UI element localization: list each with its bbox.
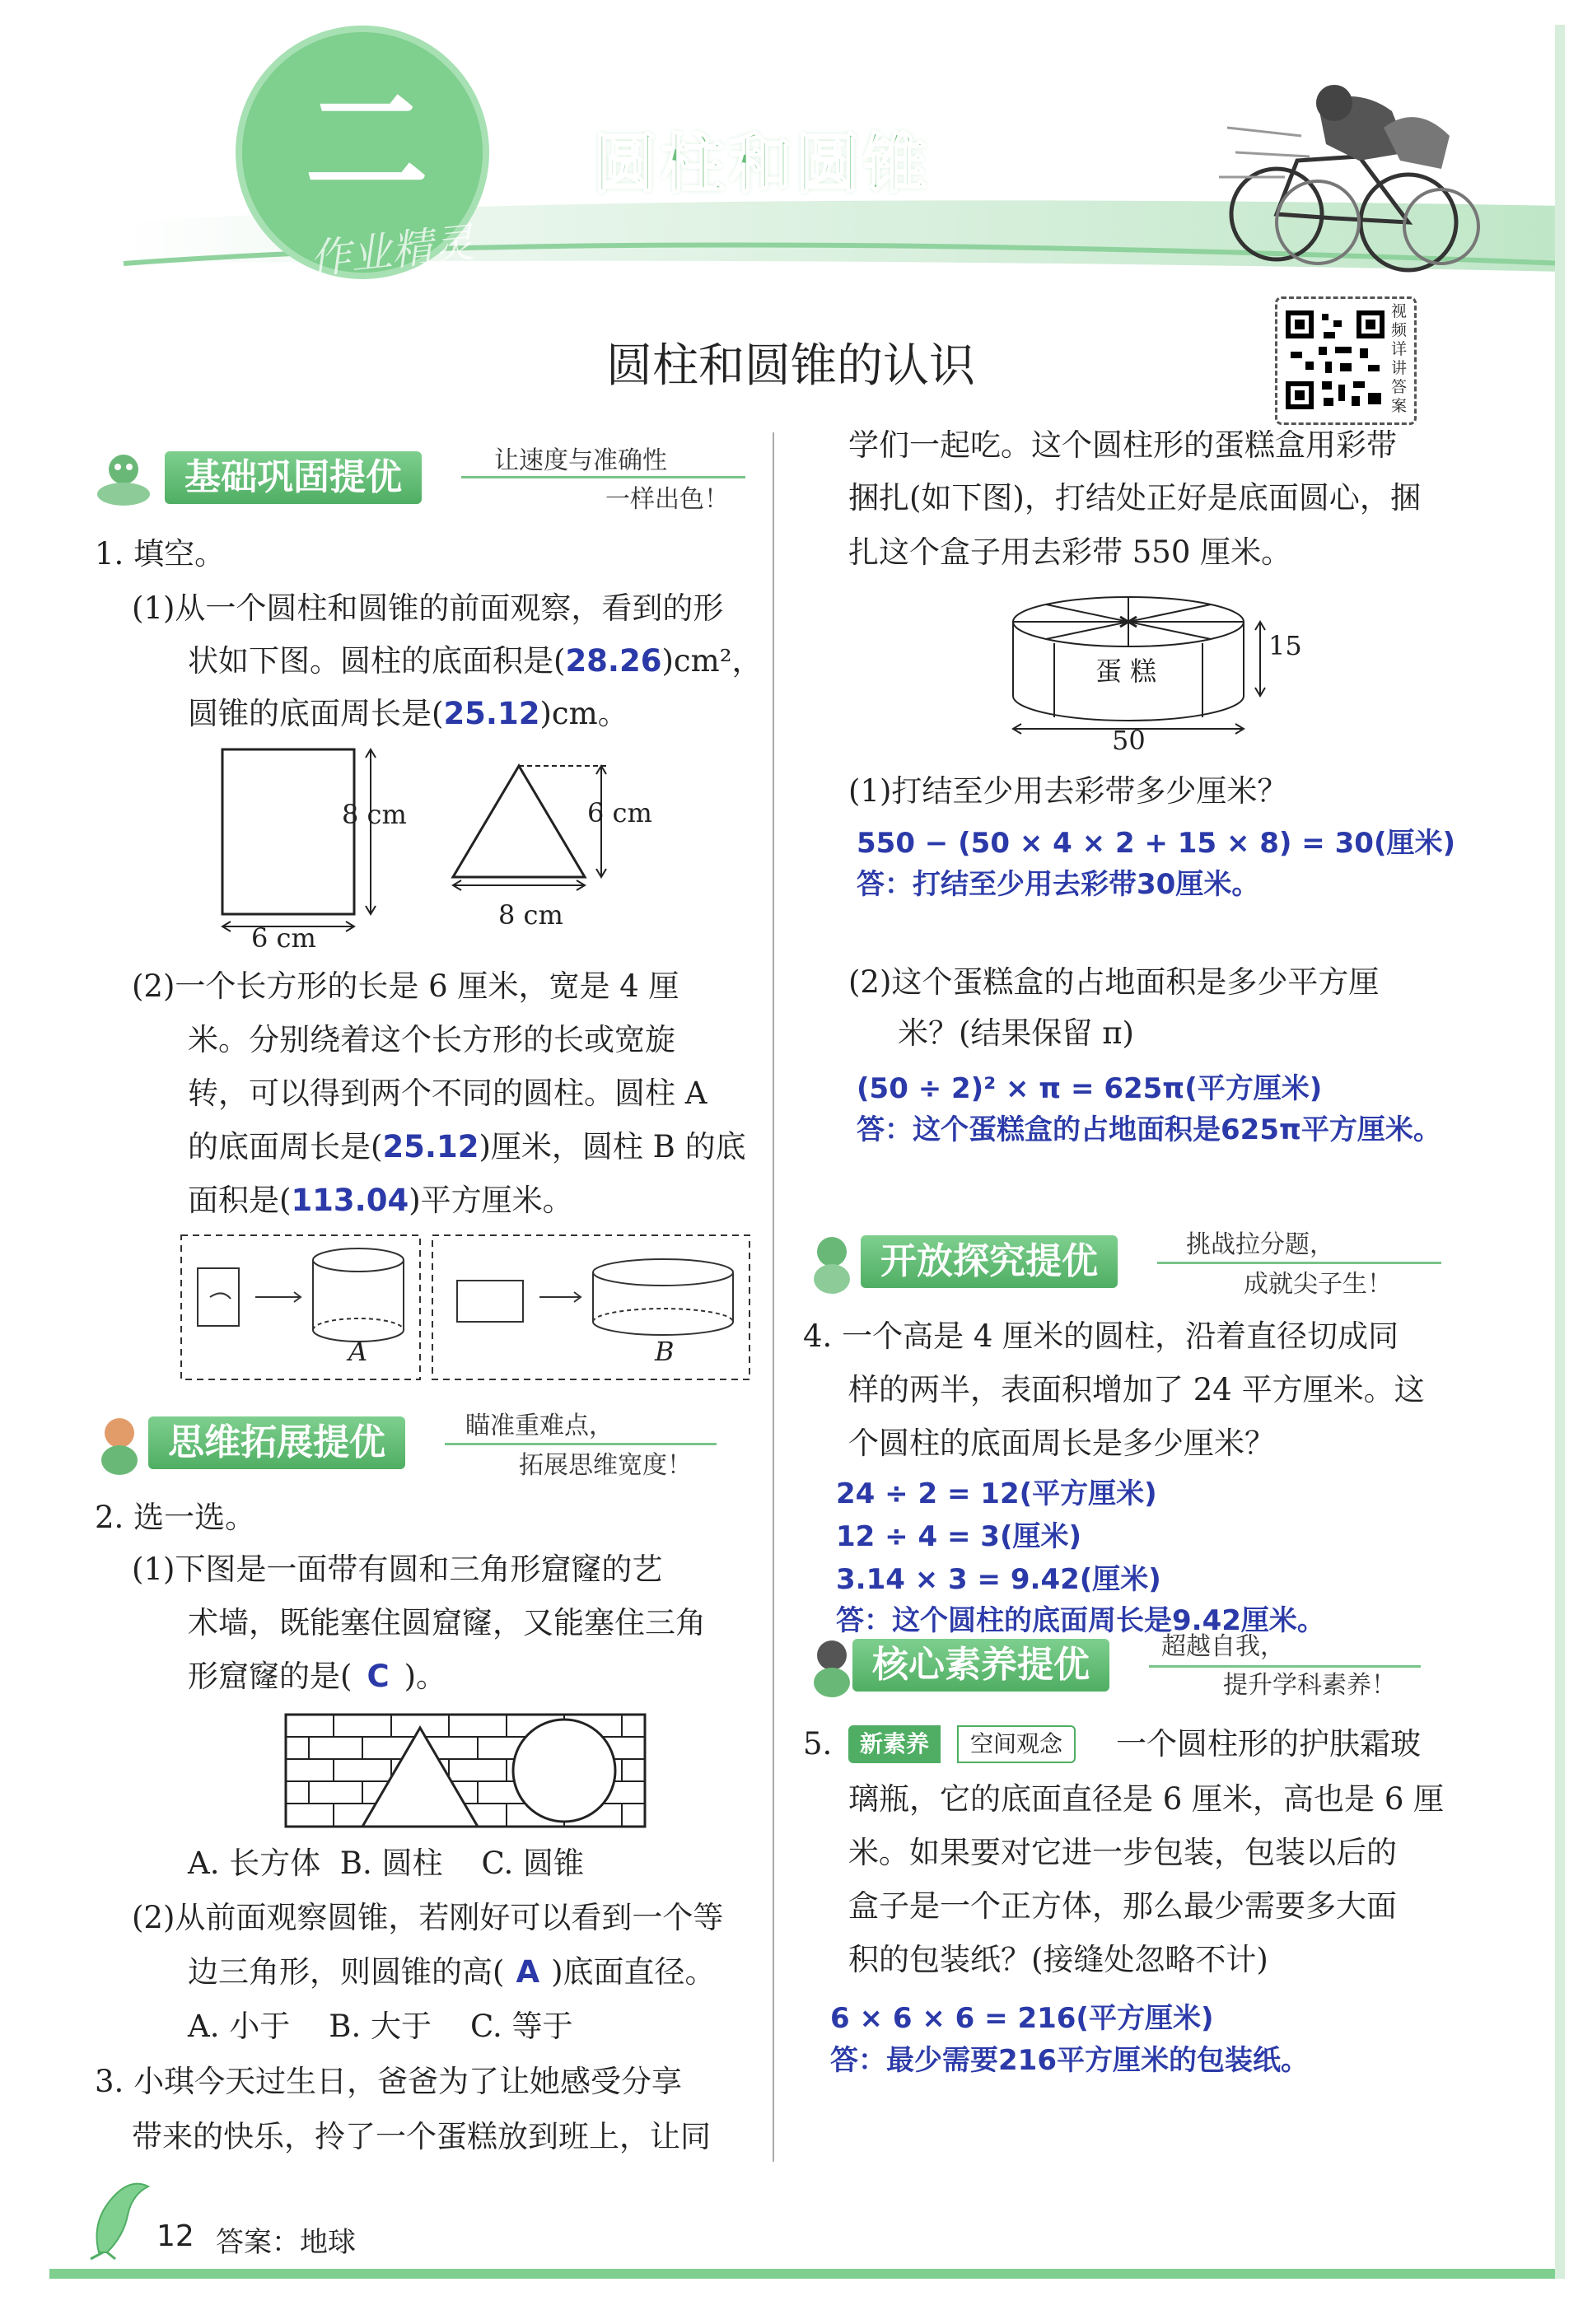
q1-part2-line1: (2)一个长方形的长是 6 厘米，宽是 4 厘: [132, 968, 679, 1004]
cyclist-illustration: [1219, 78, 1483, 284]
q3-sub2-answer-2: 答：这个蛋糕盒的占地面积是625π平方厘米。: [857, 1113, 1441, 1146]
brick-wall-figure: [284, 1713, 647, 1828]
bar-thinking-slogan-1: 瞄准重难点，: [465, 1412, 614, 1440]
bar-thinking-label: 思维拓展提优: [148, 1416, 405, 1469]
bar-open-label: 开放探究提优: [861, 1235, 1118, 1288]
q5-tag-space: 空间观念: [957, 1725, 1076, 1763]
bar-basic-slogan-2: 一样出色！: [605, 485, 729, 514]
q1-answer-cylA-circumference: 25.12: [382, 1129, 479, 1164]
mascot-icon: [86, 1412, 152, 1478]
fig-rect-width: 6 cm: [251, 922, 316, 954]
q4-answer-4: 答：这个圆柱的底面周长是9.42厘米。: [836, 1604, 1325, 1637]
page-number: 12: [156, 2219, 194, 2253]
q4-answer-2: 12 ÷ 4 = 3(厘米): [836, 1520, 1082, 1553]
q5-line2: 璃瓶，它的底面直径是 6 厘米，高也是 6 厘: [848, 1781, 1445, 1817]
q5-line3: 米。如果要对它进一步包装，包装以后的: [848, 1835, 1397, 1870]
q3-line3: 学们一起吃。这个圆柱形的蛋糕盒用彩带: [848, 427, 1397, 463]
q1-answer-cylB-area: 113.04: [291, 1183, 409, 1218]
q2-heading: 2. 选一选。: [95, 1500, 256, 1535]
fig-tri-height: 6 cm: [587, 797, 652, 828]
qr-code-pattern: [1286, 310, 1385, 409]
q1-part1-line1: (1)从一个圆柱和圆锥的前面观察，看到的形: [132, 590, 724, 626]
cake-diameter: 50: [1112, 725, 1146, 756]
bar-core-slogan-1: 超越自我，: [1161, 1632, 1285, 1661]
qr-caption: 视频详讲答案: [1391, 302, 1408, 415]
qr-code[interactable]: [1275, 296, 1417, 425]
cylinder-front-rect: [222, 749, 354, 914]
bar-open-slogan-2: 成就尖子生！: [1244, 1270, 1392, 1299]
bar-core-label: 核心素养提优: [852, 1639, 1109, 1692]
fig-label-B: B: [655, 1336, 675, 1367]
q1-part2-line3: 转，可以得到两个不同的圆柱。圆柱 A: [188, 1076, 707, 1111]
q4-line3: 个圆柱的底面周长是多少厘米？: [848, 1426, 1275, 1461]
chapter-title: 圆柱和圆锥: [593, 128, 932, 202]
q2-part1-line1: (1)下图是一面带有圆和三角形窟窿的艺: [132, 1552, 663, 1587]
q3-sub1-answer-1: 550 − (50 × 4 × 2 + 15 × 8) = 30(厘米): [857, 827, 1456, 860]
q4-line1: 4. 一个高是 4 厘米的圆柱，沿着直径切成同: [803, 1318, 1399, 1354]
q1-part2-line2: 米。分别绕着这个长方形的长或宽旋: [188, 1022, 675, 1057]
bar-thinking-slogan-2: 拓展思维宽度！: [519, 1451, 692, 1480]
q3-sub2-question-2: 米？(结果保留 π): [898, 1015, 1134, 1051]
q5-tag-new: 新素养: [848, 1725, 941, 1763]
column-divider: [773, 432, 774, 2162]
q2-part1-line2: 术墙，既能塞住圆窟窿，又能塞住三角: [188, 1605, 706, 1640]
q5-line1: 一个圆柱形的护肤霜玻: [1116, 1726, 1421, 1762]
q3-line5: 扎这个盒子用去彩带 550 厘米。: [848, 534, 1292, 570]
dolphin-icon: [82, 2170, 156, 2261]
q3-line1: 3. 小琪今天过生日，爸爸为了让她感受分享: [95, 2064, 683, 2099]
q5-line4: 盒子是一个正方体，那么最少需要多大面: [848, 1888, 1397, 1924]
bar-basic-label: 基础巩固提优: [165, 451, 422, 504]
q5-line5: 积的包装纸？(接缝处忽略不计): [848, 1942, 1268, 1977]
footer-label: 答案：地球: [216, 2226, 356, 2259]
q5-answer-2: 答：最少需要216平方厘米的包装纸。: [830, 2044, 1309, 2077]
q3-line2: 带来的快乐，拎了一个蛋糕放到班上，让同: [132, 2119, 711, 2154]
q3-sub1-question: (1)打结至少用去彩带多少厘米？: [848, 773, 1288, 809]
q5-answer-1: 6 × 6 × 6 = 216(平方厘米): [830, 2002, 1214, 2035]
fig-tri-width: 8 cm: [498, 899, 563, 931]
q3-line4: 捆扎(如下图)，打结处正好是底面圆心，捆: [848, 480, 1421, 516]
bar-core-slogan-2: 提升学科素养！: [1223, 1671, 1396, 1700]
q1-answer-circumference: 25.12: [443, 696, 540, 731]
q2-answer-1: C: [367, 1659, 390, 1694]
fig-label-A: A: [348, 1336, 368, 1367]
q2-answer-2: A: [516, 1954, 540, 1990]
mascot-icon: [799, 1231, 865, 1297]
section-title: 圆柱和圆锥的认识: [606, 339, 975, 393]
q1-part1-line3: 圆锥的底面周长是(25.12)cm。: [188, 696, 628, 731]
q3-sub2-question-1: (2)这个蛋糕盒的占地面积是多少平方厘: [848, 964, 1380, 1000]
footer-band: [49, 2269, 1565, 2279]
q2-part1-options: A. 长方体 B. 圆柱 C. 圆锥: [188, 1846, 585, 1881]
q3-sub2-answer-1: (50 ÷ 2)² × π = 625π(平方厘米): [857, 1072, 1323, 1105]
cake-height: 15: [1268, 630, 1302, 661]
q4-line2: 样的两半，表面积增加了 24 平方厘米。这: [848, 1372, 1425, 1407]
q2-part1-line3: 形窟窿的是( C )。: [188, 1659, 447, 1694]
cake-label: 蛋糕: [1095, 656, 1165, 687]
q2-part2-line1: (2)从前面观察圆锥，若刚好可以看到一个等: [132, 1900, 724, 1935]
q3-sub1-answer-2: 答：打结至少用去彩带30厘米。: [857, 868, 1260, 901]
bar-basic-slogan-1: 让速度与准确性: [494, 446, 667, 475]
q5-number: 5.: [803, 1726, 833, 1762]
q1-answer-base-area: 28.26: [565, 643, 662, 679]
fig-rect-height: 8 cm: [342, 799, 407, 830]
chapter-number: 二: [304, 72, 428, 216]
bar-open-slogan-1: 挑战拉分题，: [1186, 1230, 1334, 1259]
q1-heading: 1. 填空。: [95, 536, 226, 572]
cone-front-triangle: [453, 766, 585, 877]
mascot-icon: [86, 449, 161, 511]
q2-part2-line2: 边三角形，则圆锥的高( A )底面直径。: [188, 1954, 716, 1990]
chapter-watermark: 作业精灵: [306, 218, 476, 284]
q1-part2-line4: 的底面周长是(25.12)厘米，圆柱 B 的底: [188, 1129, 746, 1164]
circle-hole: [513, 1720, 615, 1822]
q2-part2-options: A. 小于 B. 大于 C. 等于: [188, 2009, 573, 2044]
q4-answer-1: 24 ÷ 2 = 12(平方厘米): [836, 1477, 1157, 1510]
q4-answer-3: 3.14 × 3 = 9.42(厘米): [836, 1563, 1161, 1596]
q1-part1-line2: 状如下图。圆柱的底面积是(28.26)cm²，: [188, 643, 763, 679]
right-edge-band: [1555, 25, 1565, 2279]
q1-part2-line5: 面积是(113.04)平方厘米。: [188, 1183, 573, 1218]
